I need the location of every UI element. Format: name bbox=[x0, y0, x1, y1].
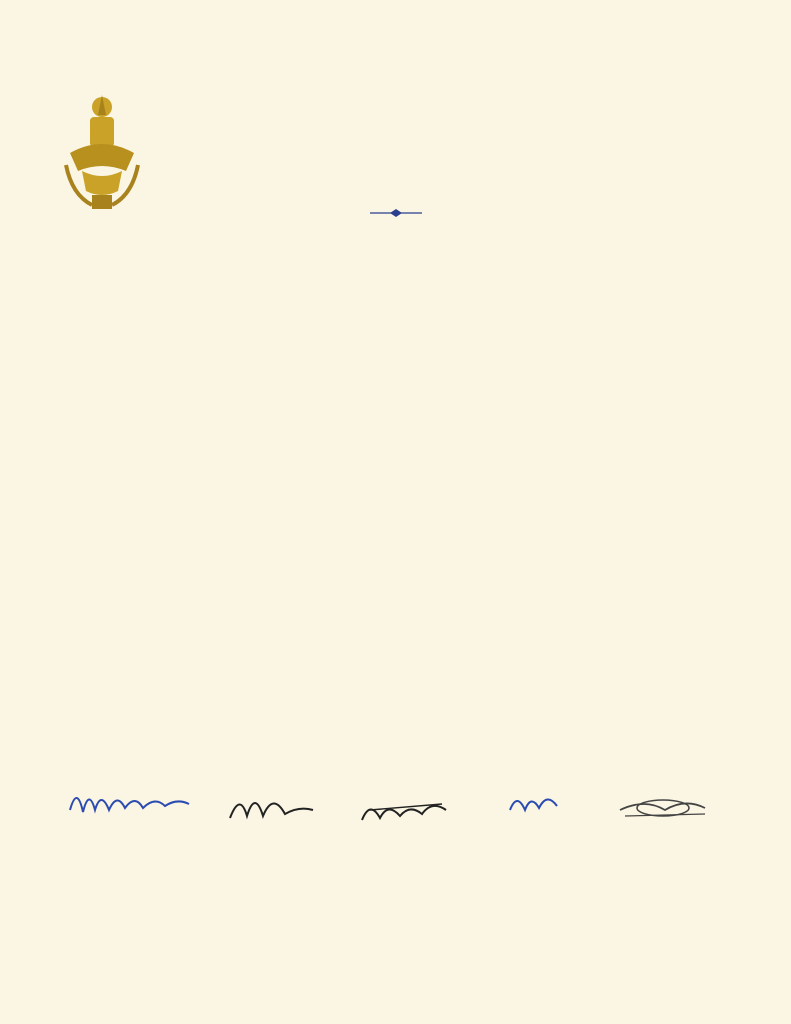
ornament-divider bbox=[370, 209, 422, 217]
signature-icon bbox=[65, 780, 195, 830]
signature-block bbox=[60, 780, 740, 900]
signatory-2 bbox=[200, 780, 340, 850]
signatory-5 bbox=[595, 780, 735, 850]
senate-emblem-icon bbox=[62, 95, 142, 215]
signatory-4 bbox=[465, 780, 605, 850]
signature-icon bbox=[485, 780, 585, 830]
letter-body bbox=[78, 344, 718, 347]
signature-icon bbox=[350, 780, 460, 830]
signatory-1 bbox=[60, 780, 200, 850]
signature-icon bbox=[215, 780, 325, 830]
signatory-3 bbox=[335, 780, 475, 850]
signature-icon bbox=[605, 780, 725, 830]
